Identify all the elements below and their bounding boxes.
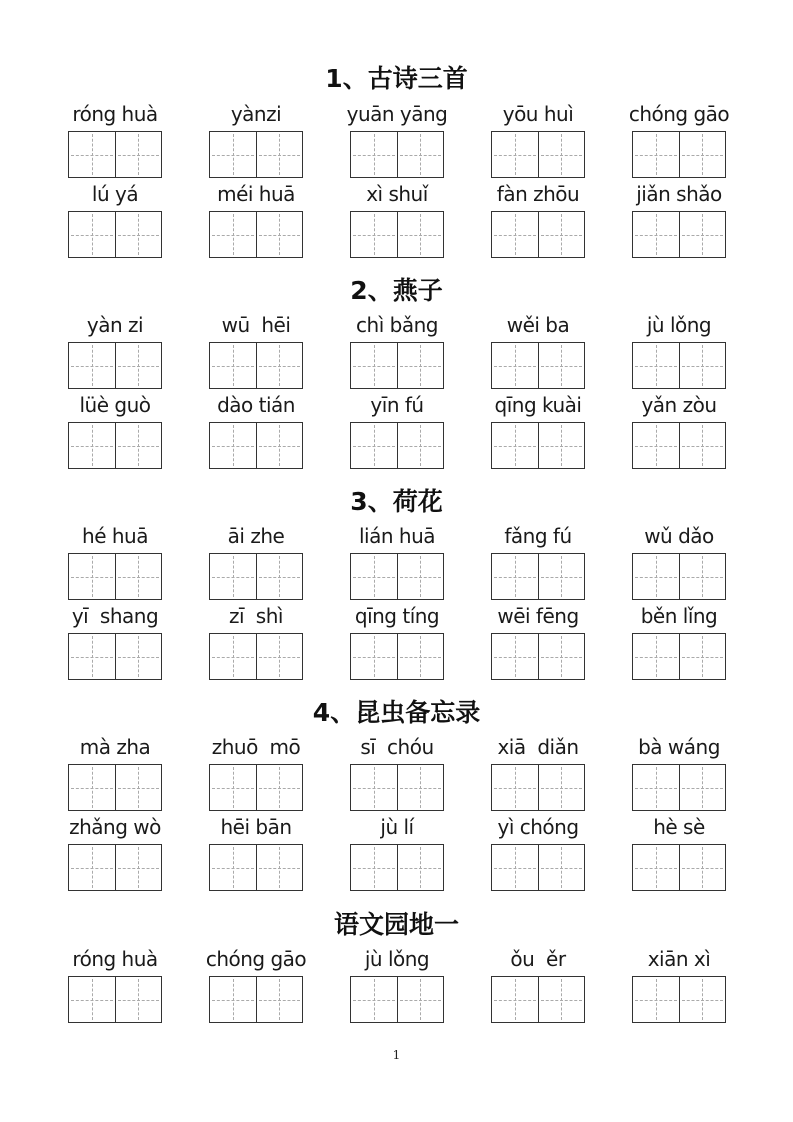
writing-box[interactable] — [351, 765, 397, 810]
pinyin-label: yīn fú — [370, 393, 424, 417]
tianzige-grid — [209, 764, 303, 811]
tianzige-grid — [491, 633, 585, 680]
tianzige-grid — [491, 131, 585, 178]
writing-box[interactable] — [256, 212, 303, 257]
guide-line-vertical — [420, 345, 421, 386]
pinyin-row — [0, 734, 793, 814]
pinyin-label: ǒu ěr — [510, 947, 566, 971]
writing-box[interactable] — [538, 845, 585, 890]
writing-box[interactable] — [492, 132, 538, 177]
guide-line-vertical — [515, 556, 516, 597]
tianzige-grid — [350, 976, 444, 1023]
writing-box[interactable] — [256, 845, 303, 890]
writing-box[interactable] — [679, 554, 726, 599]
pinyin-label: qīng kuài — [494, 393, 582, 417]
tianzige-grid — [209, 844, 303, 891]
writing-box[interactable] — [69, 765, 115, 810]
tianzige-grid — [632, 342, 726, 389]
writing-box[interactable] — [538, 977, 585, 1022]
tianzige-grid — [632, 633, 726, 680]
page-number: 1 — [392, 1048, 401, 1062]
guide-line-vertical — [702, 636, 703, 677]
writing-box[interactable] — [492, 765, 538, 810]
pinyin-label: xiā diǎn — [497, 735, 579, 759]
writing-box[interactable] — [492, 845, 538, 890]
writing-box[interactable] — [538, 634, 585, 679]
tianzige-grid — [209, 211, 303, 258]
writing-box[interactable] — [115, 845, 162, 890]
tianzige-grid — [350, 342, 444, 389]
guide-line-vertical — [420, 425, 421, 466]
guide-line-vertical — [233, 214, 234, 255]
writing-box[interactable] — [210, 423, 256, 468]
guide-line-vertical — [233, 134, 234, 175]
tianzige-grid — [350, 764, 444, 811]
writing-box[interactable] — [397, 845, 444, 890]
writing-box[interactable] — [679, 845, 726, 890]
guide-line-vertical — [561, 425, 562, 466]
writing-box[interactable] — [210, 212, 256, 257]
writing-box[interactable] — [679, 212, 726, 257]
guide-line-vertical — [374, 556, 375, 597]
guide-line-vertical — [656, 767, 657, 808]
tianzige-grid — [68, 976, 162, 1023]
guide-line-vertical — [279, 767, 280, 808]
guide-line-vertical — [561, 636, 562, 677]
guide-line-vertical — [138, 979, 139, 1020]
guide-line-vertical — [138, 134, 139, 175]
guide-line-vertical — [515, 847, 516, 888]
writing-box[interactable] — [351, 845, 397, 890]
pinyin-label: bà wáng — [638, 735, 720, 759]
guide-line-vertical — [374, 636, 375, 677]
pinyin-label: fàn zhōu — [496, 182, 580, 206]
writing-box[interactable] — [115, 423, 162, 468]
guide-line-vertical — [233, 767, 234, 808]
writing-box[interactable] — [492, 634, 538, 679]
guide-line-vertical — [92, 214, 93, 255]
pinyin-label: jù lǒng — [364, 947, 430, 971]
pinyin-label: fǎng fú — [504, 524, 572, 548]
writing-box[interactable] — [69, 343, 115, 388]
guide-line-vertical — [279, 345, 280, 386]
writing-box[interactable] — [397, 765, 444, 810]
tianzige-grid — [632, 844, 726, 891]
guide-line-vertical — [374, 425, 375, 466]
guide-line-vertical — [702, 425, 703, 466]
writing-box[interactable] — [115, 212, 162, 257]
writing-box[interactable] — [679, 132, 726, 177]
guide-line-vertical — [420, 636, 421, 677]
writing-box[interactable] — [256, 132, 303, 177]
pinyin-row — [0, 946, 793, 1026]
pinyin-label: chóng gāo — [205, 947, 307, 971]
guide-line-vertical — [561, 134, 562, 175]
pinyin-label: zhuō mō — [211, 735, 301, 759]
pinyin-label: mà zha — [79, 735, 151, 759]
writing-box[interactable] — [115, 634, 162, 679]
pinyin-label: dào tián — [217, 393, 295, 417]
writing-box[interactable] — [115, 977, 162, 1022]
writing-box[interactable] — [538, 212, 585, 257]
writing-box[interactable] — [492, 554, 538, 599]
tianzige-grid — [350, 422, 444, 469]
writing-box[interactable] — [69, 132, 115, 177]
writing-box[interactable] — [210, 132, 256, 177]
guide-line-vertical — [561, 345, 562, 386]
guide-line-vertical — [92, 979, 93, 1020]
pinyin-label: róng huà — [72, 947, 158, 971]
tianzige-grid — [632, 211, 726, 258]
guide-line-vertical — [656, 847, 657, 888]
guide-line-vertical — [561, 767, 562, 808]
guide-line-vertical — [138, 345, 139, 386]
pinyin-label: hé huā — [82, 524, 148, 548]
tianzige-grid — [350, 844, 444, 891]
tianzige-grid — [632, 764, 726, 811]
pinyin-label: wū hēi — [221, 313, 291, 337]
guide-line-vertical — [420, 767, 421, 808]
guide-line-vertical — [515, 134, 516, 175]
guide-line-vertical — [279, 556, 280, 597]
guide-line-vertical — [420, 556, 421, 597]
pinyin-label: xì shuǐ — [366, 182, 428, 206]
guide-line-vertical — [561, 214, 562, 255]
tianzige-grid — [209, 976, 303, 1023]
section-title: 2、燕子 — [350, 276, 443, 305]
pinyin-label: āi zhe — [227, 524, 285, 548]
writing-box[interactable] — [633, 423, 679, 468]
tianzige-grid — [491, 976, 585, 1023]
writing-box[interactable] — [210, 765, 256, 810]
writing-box[interactable] — [351, 634, 397, 679]
guide-line-vertical — [374, 345, 375, 386]
guide-line-vertical — [656, 556, 657, 597]
tianzige-grid — [491, 342, 585, 389]
pinyin-label: yī shang — [71, 604, 159, 628]
writing-box[interactable] — [69, 977, 115, 1022]
guide-line-vertical — [92, 636, 93, 677]
guide-line-vertical — [374, 134, 375, 175]
writing-box[interactable] — [633, 765, 679, 810]
writing-box[interactable] — [633, 554, 679, 599]
tianzige-grid — [68, 422, 162, 469]
writing-box[interactable] — [538, 343, 585, 388]
writing-box[interactable] — [69, 634, 115, 679]
guide-line-vertical — [656, 214, 657, 255]
guide-line-vertical — [420, 847, 421, 888]
writing-box[interactable] — [210, 634, 256, 679]
pinyin-row — [0, 603, 793, 683]
guide-line-vertical — [374, 767, 375, 808]
pinyin-label: yì chóng — [497, 815, 579, 839]
guide-line-vertical — [92, 425, 93, 466]
writing-box[interactable] — [115, 554, 162, 599]
section-title: 1、古诗三首 — [325, 64, 468, 93]
tianzige-grid — [68, 633, 162, 680]
writing-box[interactable] — [633, 977, 679, 1022]
pinyin-row — [0, 814, 793, 894]
writing-box[interactable] — [492, 343, 538, 388]
pinyin-label: zhǎng wò — [69, 815, 161, 839]
tianzige-grid — [491, 422, 585, 469]
writing-box[interactable] — [633, 634, 679, 679]
tianzige-grid — [491, 844, 585, 891]
writing-box[interactable] — [256, 554, 303, 599]
writing-box[interactable] — [351, 343, 397, 388]
writing-box[interactable] — [492, 423, 538, 468]
tianzige-grid — [68, 342, 162, 389]
tianzige-grid — [68, 211, 162, 258]
writing-box[interactable] — [210, 554, 256, 599]
guide-line-vertical — [656, 134, 657, 175]
guide-line-vertical — [561, 847, 562, 888]
writing-box[interactable] — [633, 343, 679, 388]
guide-line-vertical — [515, 979, 516, 1020]
pinyin-label: hēi bān — [220, 815, 292, 839]
pinyin-row — [0, 312, 793, 392]
writing-box[interactable] — [351, 977, 397, 1022]
guide-line-vertical — [92, 134, 93, 175]
tianzige-grid — [632, 976, 726, 1023]
pinyin-label: chóng gāo — [628, 102, 730, 126]
pinyin-label: lián huā — [358, 524, 435, 548]
writing-box[interactable] — [210, 845, 256, 890]
tianzige-grid — [632, 131, 726, 178]
pinyin-label: yǎn zòu — [641, 393, 717, 417]
guide-line-vertical — [92, 345, 93, 386]
writing-box[interactable] — [397, 423, 444, 468]
pinyin-label: jiǎn shǎo — [636, 182, 722, 206]
guide-line-vertical — [656, 425, 657, 466]
writing-box[interactable] — [397, 634, 444, 679]
pinyin-label: wǔ dǎo — [644, 524, 714, 548]
writing-box[interactable] — [397, 977, 444, 1022]
writing-box[interactable] — [633, 212, 679, 257]
pinyin-label: yuān yāng — [346, 102, 448, 126]
guide-line-vertical — [702, 556, 703, 597]
writing-box[interactable] — [351, 212, 397, 257]
tianzige-grid — [632, 553, 726, 600]
writing-box[interactable] — [679, 765, 726, 810]
writing-box[interactable] — [256, 634, 303, 679]
writing-box[interactable] — [115, 343, 162, 388]
guide-line-vertical — [420, 979, 421, 1020]
guide-line-vertical — [279, 425, 280, 466]
pinyin-label: qīng tíng — [354, 604, 440, 628]
writing-box[interactable] — [351, 554, 397, 599]
guide-line-vertical — [515, 345, 516, 386]
writing-box[interactable] — [256, 977, 303, 1022]
pinyin-row — [0, 392, 793, 472]
guide-line-vertical — [138, 425, 139, 466]
guide-line-vertical — [656, 345, 657, 386]
writing-box[interactable] — [492, 977, 538, 1022]
section-title: 3、荷花 — [350, 487, 443, 516]
guide-line-vertical — [702, 979, 703, 1020]
writing-box[interactable] — [351, 423, 397, 468]
guide-line-vertical — [702, 134, 703, 175]
writing-box[interactable] — [633, 845, 679, 890]
tianzige-grid — [491, 211, 585, 258]
tianzige-grid — [68, 764, 162, 811]
pinyin-row — [0, 101, 793, 181]
writing-box[interactable] — [69, 212, 115, 257]
guide-line-vertical — [138, 214, 139, 255]
guide-line-vertical — [656, 979, 657, 1020]
guide-line-vertical — [374, 847, 375, 888]
guide-line-vertical — [420, 214, 421, 255]
pinyin-label: běn lǐng — [640, 604, 718, 628]
writing-box[interactable] — [679, 977, 726, 1022]
guide-line-vertical — [138, 636, 139, 677]
pinyin-label: yàn zi — [86, 313, 144, 337]
tianzige-grid — [209, 342, 303, 389]
guide-line-vertical — [515, 767, 516, 808]
guide-line-vertical — [279, 847, 280, 888]
writing-box[interactable] — [679, 634, 726, 679]
tianzige-grid — [68, 553, 162, 600]
tianzige-grid — [350, 633, 444, 680]
writing-box[interactable] — [256, 423, 303, 468]
guide-line-vertical — [279, 214, 280, 255]
writing-box[interactable] — [256, 765, 303, 810]
writing-box[interactable] — [69, 423, 115, 468]
guide-line-vertical — [702, 214, 703, 255]
pinyin-label: lú yá — [91, 182, 139, 206]
guide-line-vertical — [702, 767, 703, 808]
guide-line-vertical — [515, 636, 516, 677]
writing-box[interactable] — [256, 343, 303, 388]
guide-line-vertical — [92, 767, 93, 808]
writing-box[interactable] — [492, 212, 538, 257]
writing-box[interactable] — [538, 423, 585, 468]
writing-box[interactable] — [397, 343, 444, 388]
writing-box[interactable] — [538, 554, 585, 599]
guide-line-vertical — [561, 556, 562, 597]
guide-line-vertical — [138, 556, 139, 597]
guide-line-vertical — [233, 847, 234, 888]
writing-box[interactable] — [397, 212, 444, 257]
guide-line-vertical — [92, 556, 93, 597]
guide-line-vertical — [656, 636, 657, 677]
tianzige-grid — [350, 211, 444, 258]
writing-box[interactable] — [679, 423, 726, 468]
tianzige-grid — [491, 553, 585, 600]
guide-line-vertical — [702, 345, 703, 386]
guide-line-vertical — [279, 134, 280, 175]
guide-line-vertical — [138, 847, 139, 888]
pinyin-label: wēi fēng — [497, 604, 579, 628]
guide-line-vertical — [233, 425, 234, 466]
tianzige-grid — [491, 764, 585, 811]
pinyin-label: yànzi — [230, 102, 282, 126]
pinyin-label: sī chóu — [360, 735, 434, 759]
pinyin-row — [0, 181, 793, 261]
writing-box[interactable] — [69, 554, 115, 599]
tianzige-grid — [350, 553, 444, 600]
tianzige-grid — [209, 131, 303, 178]
pinyin-label: róng huà — [72, 102, 158, 126]
writing-box[interactable] — [397, 132, 444, 177]
guide-line-vertical — [515, 425, 516, 466]
writing-box[interactable] — [69, 845, 115, 890]
guide-line-vertical — [420, 134, 421, 175]
pinyin-label: chì bǎng — [356, 313, 438, 337]
pinyin-label: hè sè — [653, 815, 705, 839]
writing-box[interactable] — [210, 977, 256, 1022]
tianzige-grid — [209, 422, 303, 469]
pinyin-label: lüè guò — [79, 393, 151, 417]
guide-line-vertical — [279, 979, 280, 1020]
guide-line-vertical — [515, 214, 516, 255]
writing-box[interactable] — [115, 132, 162, 177]
writing-box[interactable] — [633, 132, 679, 177]
guide-line-vertical — [138, 767, 139, 808]
pinyin-label: méi huā — [217, 182, 295, 206]
tianzige-grid — [68, 844, 162, 891]
section-title: 语文园地一 — [333, 910, 459, 939]
writing-box[interactable] — [351, 132, 397, 177]
section-title: 4、昆虫备忘录 — [312, 698, 481, 727]
pinyin-label: zī shì — [229, 604, 283, 628]
pinyin-row — [0, 523, 793, 603]
guide-line-vertical — [233, 345, 234, 386]
tianzige-grid — [68, 131, 162, 178]
writing-box[interactable] — [397, 554, 444, 599]
writing-box[interactable] — [679, 343, 726, 388]
tianzige-grid — [350, 131, 444, 178]
guide-line-vertical — [233, 979, 234, 1020]
writing-box[interactable] — [538, 765, 585, 810]
tianzige-grid — [209, 633, 303, 680]
pinyin-label: wěi ba — [506, 313, 570, 337]
guide-line-vertical — [233, 556, 234, 597]
tianzige-grid — [209, 553, 303, 600]
guide-line-vertical — [279, 636, 280, 677]
guide-line-vertical — [702, 847, 703, 888]
guide-line-vertical — [92, 847, 93, 888]
writing-box[interactable] — [115, 765, 162, 810]
pinyin-label: yōu huì — [502, 102, 574, 126]
writing-box[interactable] — [210, 343, 256, 388]
pinyin-label: xiān xì — [647, 947, 711, 971]
pinyin-label: jù lǒng — [646, 313, 712, 337]
guide-line-vertical — [233, 636, 234, 677]
guide-line-vertical — [374, 979, 375, 1020]
tianzige-grid — [632, 422, 726, 469]
guide-line-vertical — [561, 979, 562, 1020]
writing-box[interactable] — [538, 132, 585, 177]
guide-line-vertical — [374, 214, 375, 255]
pinyin-label: jù lí — [380, 815, 414, 839]
